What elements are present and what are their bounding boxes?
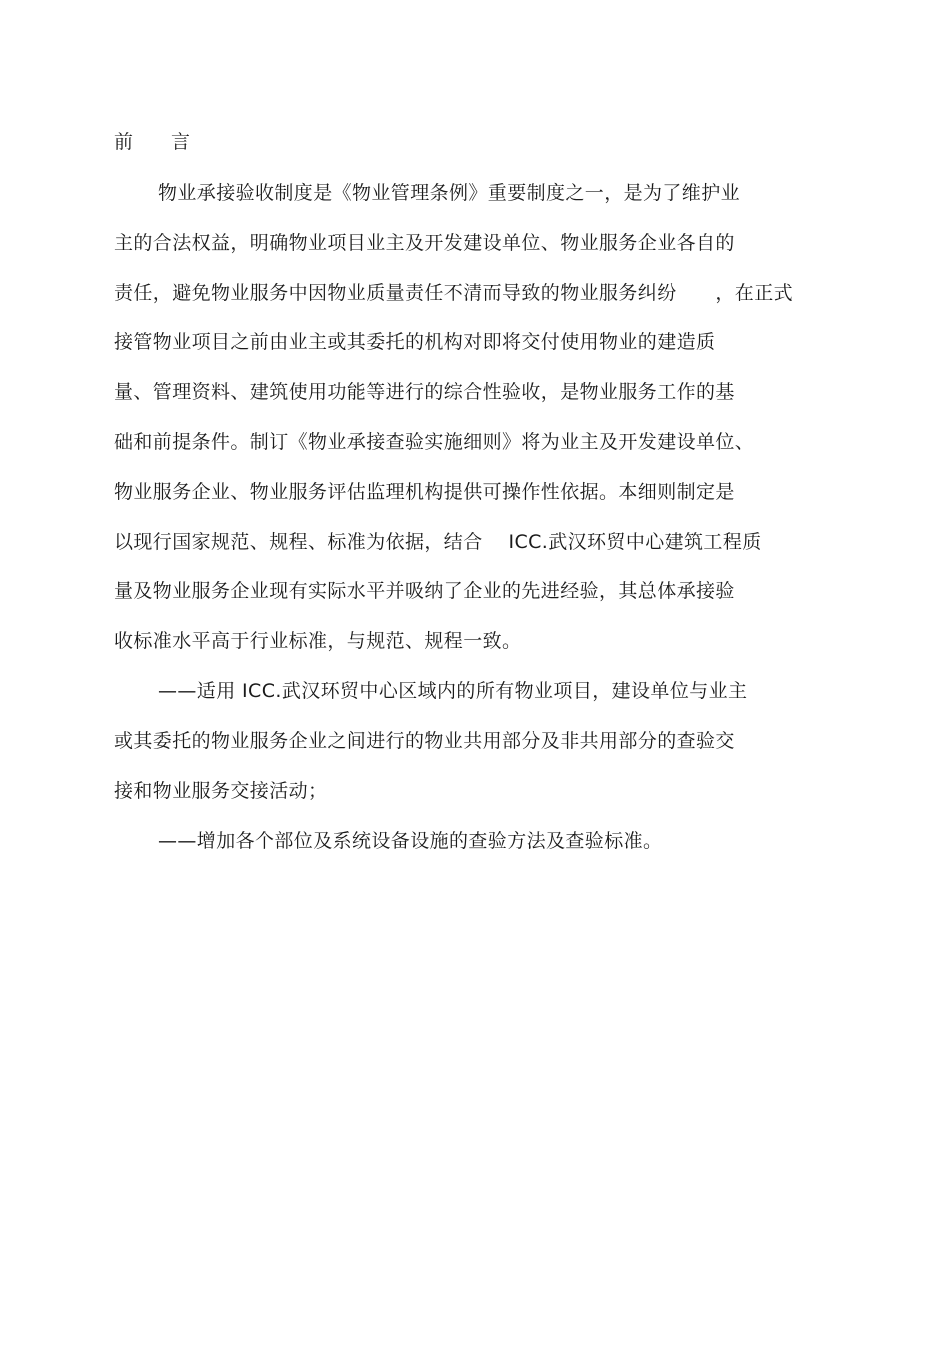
paragraph-line: 接管物业项目之前由业主或其委托的机构对即将交付使用物业的建造质 <box>114 331 716 353</box>
paragraph-line: 或其委托的物业服务企业之间进行的物业共用部分及非共用部分的查验交 <box>114 730 735 752</box>
paragraph-line: 物业承接验收制度是《物业管理条例》重要制度之一，是为了维护业 <box>158 182 741 204</box>
document-heading: 前 言 <box>114 131 191 153</box>
paragraph-line: 接和物业服务交接活动； <box>114 780 328 802</box>
paragraph-line: 量及物业服务企业现有实际水平并吸纳了企业的先进经验，其总体承接验 <box>114 580 735 602</box>
paragraph-line: ——增加各个部位及系统设备设施的查验方法及查验标准。 <box>158 830 663 852</box>
paragraph-line: 础和前提条件。制订《物业承接查验实施细则》将为业主及开发建设单位、 <box>114 431 755 453</box>
paragraph-line: 物业服务企业、物业服务评估监理机构提供可操作性依据。本细则制定是 <box>114 481 735 503</box>
paragraph-line: 收标准水平高于行业标准，与规范、规程一致。 <box>114 630 522 652</box>
paragraph-line: ——适用 ICC.武汉环贸中心区域内的所有物业项目，建设单位与业主 <box>158 680 748 702</box>
paragraph-line: 量、管理资料、建筑使用功能等进行的综合性验收，是物业服务工作的基 <box>114 381 735 403</box>
paragraph-line: 责任，避免物业服务中因物业质量责任不清而导致的物业服务纠纷 ，在正式 <box>114 282 794 304</box>
paragraph-line: 主的合法权益，明确物业项目业主及开发建设单位、物业服务企业各自的 <box>114 232 735 254</box>
paragraph-line: 以现行国家规范、规程、标准为依据，结合 ICC.武汉环贸中心建筑工程质 <box>114 531 762 553</box>
